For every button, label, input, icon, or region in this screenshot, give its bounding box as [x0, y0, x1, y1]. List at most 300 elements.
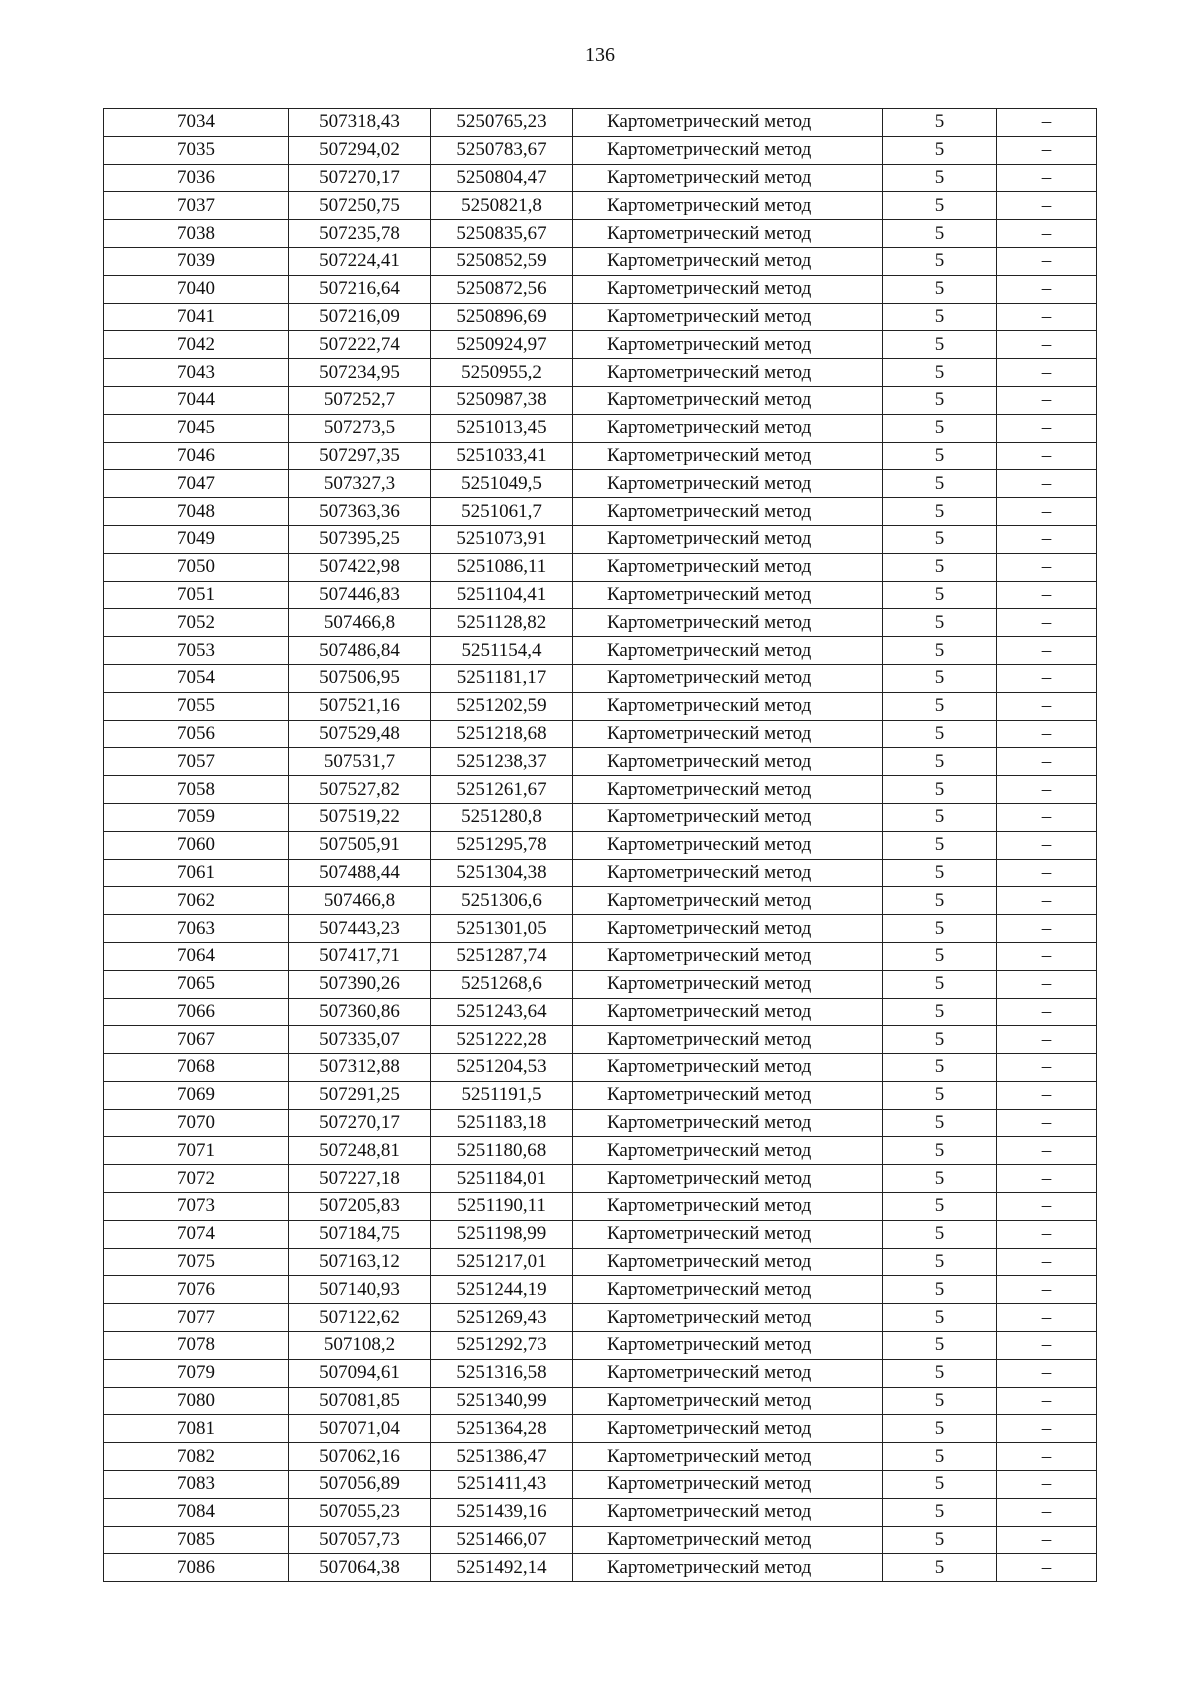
y-coordinate-cell: 5251386,47	[431, 1443, 573, 1471]
x-coordinate-cell: 507216,09	[289, 303, 431, 331]
table-row	[104, 887, 1097, 915]
note-cell: –	[997, 1359, 1097, 1387]
note-cell: –	[997, 1526, 1097, 1554]
note-cell: –	[997, 1554, 1097, 1582]
table-row	[104, 692, 1097, 720]
method-cell: Картометрический метод	[573, 859, 883, 887]
note-cell: –	[997, 1248, 1097, 1276]
note-cell: –	[997, 192, 1097, 220]
x-coordinate-cell: 507205,83	[289, 1193, 431, 1221]
point-number-cell: 7079	[104, 1359, 289, 1387]
table-row	[104, 637, 1097, 665]
table-row	[104, 1443, 1097, 1471]
y-coordinate-cell: 5251061,7	[431, 498, 573, 526]
accuracy-cell: 5	[883, 1387, 997, 1415]
point-number-cell: 7039	[104, 247, 289, 275]
y-coordinate-cell: 5251183,18	[431, 1109, 573, 1137]
point-number-cell: 7065	[104, 970, 289, 998]
point-number-cell: 7050	[104, 553, 289, 581]
note-cell: –	[997, 1137, 1097, 1165]
table-row	[104, 1109, 1097, 1137]
note-cell: –	[997, 1193, 1097, 1221]
x-coordinate-cell: 507056,89	[289, 1471, 431, 1499]
point-number-cell: 7086	[104, 1554, 289, 1582]
x-coordinate-cell: 507291,25	[289, 1081, 431, 1109]
table-row	[104, 859, 1097, 887]
accuracy-cell: 5	[883, 1526, 997, 1554]
accuracy-cell: 5	[883, 442, 997, 470]
accuracy-cell: 5	[883, 776, 997, 804]
point-number-cell: 7048	[104, 498, 289, 526]
x-coordinate-cell: 507250,75	[289, 192, 431, 220]
x-coordinate-cell: 507488,44	[289, 859, 431, 887]
x-coordinate-cell: 507081,85	[289, 1387, 431, 1415]
accuracy-cell: 5	[883, 498, 997, 526]
accuracy-cell: 5	[883, 1137, 997, 1165]
point-number-cell: 7061	[104, 859, 289, 887]
x-coordinate-cell: 507273,5	[289, 414, 431, 442]
method-cell: Картометрический метод	[573, 1026, 883, 1054]
note-cell: –	[997, 1276, 1097, 1304]
y-coordinate-cell: 5251033,41	[431, 442, 573, 470]
point-number-cell: 7085	[104, 1526, 289, 1554]
note-cell: –	[997, 136, 1097, 164]
coordinates-table	[103, 108, 1097, 1582]
table-row	[104, 609, 1097, 637]
x-coordinate-cell: 507521,16	[289, 692, 431, 720]
method-cell: Картометрический метод	[573, 1387, 883, 1415]
y-coordinate-cell: 5251243,64	[431, 998, 573, 1026]
method-cell: Картометрический метод	[573, 247, 883, 275]
x-coordinate-cell: 507312,88	[289, 1054, 431, 1082]
note-cell: –	[997, 1081, 1097, 1109]
y-coordinate-cell: 5250852,59	[431, 247, 573, 275]
method-cell: Картометрический метод	[573, 609, 883, 637]
method-cell: Картометрический метод	[573, 1193, 883, 1221]
table-row	[104, 1387, 1097, 1415]
method-cell: Картометрический метод	[573, 1276, 883, 1304]
x-coordinate-cell: 507335,07	[289, 1026, 431, 1054]
method-cell: Картометрический метод	[573, 1471, 883, 1499]
x-coordinate-cell: 507270,17	[289, 1109, 431, 1137]
note-cell: –	[997, 164, 1097, 192]
point-number-cell: 7055	[104, 692, 289, 720]
point-number-cell: 7038	[104, 220, 289, 248]
note-cell: –	[997, 220, 1097, 248]
method-cell: Картометрический метод	[573, 220, 883, 248]
method-cell: Картометрический метод	[573, 1248, 883, 1276]
accuracy-cell: 5	[883, 998, 997, 1026]
table-row	[104, 915, 1097, 943]
x-coordinate-cell: 507417,71	[289, 942, 431, 970]
table-row	[104, 581, 1097, 609]
note-cell: –	[997, 692, 1097, 720]
note-cell: –	[997, 581, 1097, 609]
note-cell: –	[997, 553, 1097, 581]
note-cell: –	[997, 359, 1097, 387]
x-coordinate-cell: 507055,23	[289, 1498, 431, 1526]
y-coordinate-cell: 5250821,8	[431, 192, 573, 220]
point-number-cell: 7056	[104, 720, 289, 748]
y-coordinate-cell: 5251013,45	[431, 414, 573, 442]
y-coordinate-cell: 5250872,56	[431, 275, 573, 303]
y-coordinate-cell: 5251287,74	[431, 942, 573, 970]
accuracy-cell: 5	[883, 359, 997, 387]
point-number-cell: 7071	[104, 1137, 289, 1165]
note-cell: –	[997, 442, 1097, 470]
point-number-cell: 7080	[104, 1387, 289, 1415]
point-number-cell: 7063	[104, 915, 289, 943]
table-row	[104, 664, 1097, 692]
accuracy-cell: 5	[883, 386, 997, 414]
note-cell: –	[997, 1415, 1097, 1443]
method-cell: Картометрический метод	[573, 970, 883, 998]
y-coordinate-cell: 5251411,43	[431, 1471, 573, 1499]
x-coordinate-cell: 507443,23	[289, 915, 431, 943]
accuracy-cell: 5	[883, 525, 997, 553]
x-coordinate-cell: 507531,7	[289, 748, 431, 776]
point-number-cell: 7069	[104, 1081, 289, 1109]
method-cell: Картометрический метод	[573, 470, 883, 498]
point-number-cell: 7073	[104, 1193, 289, 1221]
method-cell: Картометрический метод	[573, 192, 883, 220]
x-coordinate-cell: 507486,84	[289, 637, 431, 665]
y-coordinate-cell: 5251269,43	[431, 1304, 573, 1332]
accuracy-cell: 5	[883, 1471, 997, 1499]
method-cell: Картометрический метод	[573, 525, 883, 553]
y-coordinate-cell: 5251306,6	[431, 887, 573, 915]
table-row	[104, 1220, 1097, 1248]
table-row	[104, 998, 1097, 1026]
point-number-cell: 7051	[104, 581, 289, 609]
point-number-cell: 7084	[104, 1498, 289, 1526]
y-coordinate-cell: 5251191,5	[431, 1081, 573, 1109]
y-coordinate-cell: 5251261,67	[431, 776, 573, 804]
accuracy-cell: 5	[883, 803, 997, 831]
table-row	[104, 1248, 1097, 1276]
table-row	[104, 1054, 1097, 1082]
point-number-cell: 7041	[104, 303, 289, 331]
accuracy-cell: 5	[883, 831, 997, 859]
table-row	[104, 414, 1097, 442]
accuracy-cell: 5	[883, 192, 997, 220]
accuracy-cell: 5	[883, 915, 997, 943]
x-coordinate-cell: 507318,43	[289, 109, 431, 137]
y-coordinate-cell: 5251184,01	[431, 1165, 573, 1193]
y-coordinate-cell: 5251439,16	[431, 1498, 573, 1526]
table-row	[104, 1471, 1097, 1499]
point-number-cell: 7036	[104, 164, 289, 192]
accuracy-cell: 5	[883, 1081, 997, 1109]
accuracy-cell: 5	[883, 109, 997, 137]
x-coordinate-cell: 507235,78	[289, 220, 431, 248]
x-coordinate-cell: 507057,73	[289, 1526, 431, 1554]
method-cell: Картометрический метод	[573, 776, 883, 804]
note-cell: –	[997, 664, 1097, 692]
note-cell: –	[997, 803, 1097, 831]
y-coordinate-cell: 5250783,67	[431, 136, 573, 164]
note-cell: –	[997, 414, 1097, 442]
x-coordinate-cell: 507519,22	[289, 803, 431, 831]
accuracy-cell: 5	[883, 414, 997, 442]
point-number-cell: 7052	[104, 609, 289, 637]
note-cell: –	[997, 1498, 1097, 1526]
point-number-cell: 7046	[104, 442, 289, 470]
method-cell: Картометрический метод	[573, 831, 883, 859]
note-cell: –	[997, 887, 1097, 915]
x-coordinate-cell: 507227,18	[289, 1165, 431, 1193]
y-coordinate-cell: 5251466,07	[431, 1526, 573, 1554]
method-cell: Картометрический метод	[573, 498, 883, 526]
table-row	[104, 553, 1097, 581]
table-row	[104, 525, 1097, 553]
accuracy-cell: 5	[883, 1415, 997, 1443]
point-number-cell: 7059	[104, 803, 289, 831]
method-cell: Картометрический метод	[573, 109, 883, 137]
note-cell: –	[997, 970, 1097, 998]
y-coordinate-cell: 5251316,58	[431, 1359, 573, 1387]
y-coordinate-cell: 5250835,67	[431, 220, 573, 248]
method-cell: Картометрический метод	[573, 1554, 883, 1582]
accuracy-cell: 5	[883, 748, 997, 776]
accuracy-cell: 5	[883, 970, 997, 998]
y-coordinate-cell: 5250804,47	[431, 164, 573, 192]
point-number-cell: 7057	[104, 748, 289, 776]
x-coordinate-cell: 507395,25	[289, 525, 431, 553]
table-row	[104, 442, 1097, 470]
x-coordinate-cell: 507327,3	[289, 470, 431, 498]
table-row	[104, 1415, 1097, 1443]
point-number-cell: 7037	[104, 192, 289, 220]
note-cell: –	[997, 1054, 1097, 1082]
x-coordinate-cell: 507122,62	[289, 1304, 431, 1332]
note-cell: –	[997, 303, 1097, 331]
table-row	[104, 1498, 1097, 1526]
note-cell: –	[997, 1109, 1097, 1137]
accuracy-cell: 5	[883, 331, 997, 359]
accuracy-cell: 5	[883, 1304, 997, 1332]
point-number-cell: 7066	[104, 998, 289, 1026]
y-coordinate-cell: 5251217,01	[431, 1248, 573, 1276]
y-coordinate-cell: 5251198,99	[431, 1220, 573, 1248]
x-coordinate-cell: 507094,61	[289, 1359, 431, 1387]
point-number-cell: 7072	[104, 1165, 289, 1193]
method-cell: Картометрический метод	[573, 887, 883, 915]
note-cell: –	[997, 247, 1097, 275]
method-cell: Картометрический метод	[573, 803, 883, 831]
method-cell: Картометрический метод	[573, 386, 883, 414]
accuracy-cell: 5	[883, 136, 997, 164]
point-number-cell: 7074	[104, 1220, 289, 1248]
x-coordinate-cell: 507529,48	[289, 720, 431, 748]
table-row	[104, 192, 1097, 220]
x-coordinate-cell: 507506,95	[289, 664, 431, 692]
y-coordinate-cell: 5250955,2	[431, 359, 573, 387]
table-row	[104, 109, 1097, 137]
table-row	[104, 247, 1097, 275]
note-cell: –	[997, 998, 1097, 1026]
y-coordinate-cell: 5251238,37	[431, 748, 573, 776]
y-coordinate-cell: 5251202,59	[431, 692, 573, 720]
accuracy-cell: 5	[883, 720, 997, 748]
method-cell: Картометрический метод	[573, 915, 883, 943]
y-coordinate-cell: 5251218,68	[431, 720, 573, 748]
accuracy-cell: 5	[883, 164, 997, 192]
note-cell: –	[997, 1443, 1097, 1471]
table-row	[104, 136, 1097, 164]
coordinates-table-body	[104, 109, 1097, 1582]
table-row	[104, 164, 1097, 192]
x-coordinate-cell: 507216,64	[289, 275, 431, 303]
method-cell: Картометрический метод	[573, 136, 883, 164]
method-cell: Картометрический метод	[573, 581, 883, 609]
accuracy-cell: 5	[883, 1109, 997, 1137]
y-coordinate-cell: 5250924,97	[431, 331, 573, 359]
y-coordinate-cell: 5250896,69	[431, 303, 573, 331]
table-row	[104, 275, 1097, 303]
method-cell: Картометрический метод	[573, 1220, 883, 1248]
y-coordinate-cell: 5251049,5	[431, 470, 573, 498]
y-coordinate-cell: 5251190,11	[431, 1193, 573, 1221]
method-cell: Картометрический метод	[573, 164, 883, 192]
y-coordinate-cell: 5251295,78	[431, 831, 573, 859]
note-cell: –	[997, 331, 1097, 359]
point-number-cell: 7077	[104, 1304, 289, 1332]
method-cell: Картометрический метод	[573, 331, 883, 359]
y-coordinate-cell: 5251292,73	[431, 1332, 573, 1360]
method-cell: Картометрический метод	[573, 414, 883, 442]
y-coordinate-cell: 5251181,17	[431, 664, 573, 692]
x-coordinate-cell: 507064,38	[289, 1554, 431, 1582]
x-coordinate-cell: 507062,16	[289, 1443, 431, 1471]
accuracy-cell: 5	[883, 1054, 997, 1082]
accuracy-cell: 5	[883, 609, 997, 637]
y-coordinate-cell: 5251268,6	[431, 970, 573, 998]
accuracy-cell: 5	[883, 1165, 997, 1193]
method-cell: Картометрический метод	[573, 553, 883, 581]
method-cell: Картометрический метод	[573, 942, 883, 970]
y-coordinate-cell: 5251222,28	[431, 1026, 573, 1054]
x-coordinate-cell: 507071,04	[289, 1415, 431, 1443]
x-coordinate-cell: 507222,74	[289, 331, 431, 359]
table-row	[104, 1193, 1097, 1221]
accuracy-cell: 5	[883, 664, 997, 692]
note-cell: –	[997, 637, 1097, 665]
method-cell: Картометрический метод	[573, 303, 883, 331]
method-cell: Картометрический метод	[573, 1081, 883, 1109]
x-coordinate-cell: 507248,81	[289, 1137, 431, 1165]
table-row	[104, 1304, 1097, 1332]
method-cell: Картометрический метод	[573, 442, 883, 470]
x-coordinate-cell: 507184,75	[289, 1220, 431, 1248]
point-number-cell: 7082	[104, 1443, 289, 1471]
point-number-cell: 7075	[104, 1248, 289, 1276]
accuracy-cell: 5	[883, 1498, 997, 1526]
point-number-cell: 7034	[104, 109, 289, 137]
note-cell: –	[997, 470, 1097, 498]
table-row	[104, 1026, 1097, 1054]
x-coordinate-cell: 507270,17	[289, 164, 431, 192]
table-row	[104, 386, 1097, 414]
y-coordinate-cell: 5251364,28	[431, 1415, 573, 1443]
table-row	[104, 1276, 1097, 1304]
method-cell: Картометрический метод	[573, 1109, 883, 1137]
table-row	[104, 220, 1097, 248]
point-number-cell: 7042	[104, 331, 289, 359]
table-row	[104, 1081, 1097, 1109]
method-cell: Картометрический метод	[573, 1443, 883, 1471]
method-cell: Картометрический метод	[573, 692, 883, 720]
accuracy-cell: 5	[883, 581, 997, 609]
accuracy-cell: 5	[883, 1276, 997, 1304]
point-number-cell: 7040	[104, 275, 289, 303]
method-cell: Картометрический метод	[573, 998, 883, 1026]
point-number-cell: 7067	[104, 1026, 289, 1054]
point-number-cell: 7060	[104, 831, 289, 859]
note-cell: –	[997, 1332, 1097, 1360]
y-coordinate-cell: 5251301,05	[431, 915, 573, 943]
y-coordinate-cell: 5251128,82	[431, 609, 573, 637]
point-number-cell: 7047	[104, 470, 289, 498]
accuracy-cell: 5	[883, 1026, 997, 1054]
point-number-cell: 7076	[104, 1276, 289, 1304]
point-number-cell: 7081	[104, 1415, 289, 1443]
accuracy-cell: 5	[883, 692, 997, 720]
x-coordinate-cell: 507446,83	[289, 581, 431, 609]
x-coordinate-cell: 507297,35	[289, 442, 431, 470]
accuracy-cell: 5	[883, 1332, 997, 1360]
accuracy-cell: 5	[883, 637, 997, 665]
x-coordinate-cell: 507466,8	[289, 887, 431, 915]
point-number-cell: 7035	[104, 136, 289, 164]
table-row	[104, 498, 1097, 526]
note-cell: –	[997, 859, 1097, 887]
table-row	[104, 1332, 1097, 1360]
accuracy-cell: 5	[883, 247, 997, 275]
y-coordinate-cell: 5250765,23	[431, 109, 573, 137]
table-row	[104, 720, 1097, 748]
y-coordinate-cell: 5251492,14	[431, 1554, 573, 1582]
note-cell: –	[997, 109, 1097, 137]
note-cell: –	[997, 831, 1097, 859]
note-cell: –	[997, 748, 1097, 776]
point-number-cell: 7064	[104, 942, 289, 970]
table-row	[104, 831, 1097, 859]
accuracy-cell: 5	[883, 303, 997, 331]
note-cell: –	[997, 942, 1097, 970]
table-row	[104, 1137, 1097, 1165]
y-coordinate-cell: 5250987,38	[431, 386, 573, 414]
accuracy-cell: 5	[883, 553, 997, 581]
table-row	[104, 1165, 1097, 1193]
y-coordinate-cell: 5251180,68	[431, 1137, 573, 1165]
note-cell: –	[997, 1304, 1097, 1332]
x-coordinate-cell: 507294,02	[289, 136, 431, 164]
table-row	[104, 359, 1097, 387]
point-number-cell: 7044	[104, 386, 289, 414]
x-coordinate-cell: 507252,7	[289, 386, 431, 414]
method-cell: Картометрический метод	[573, 1526, 883, 1554]
table-row	[104, 1359, 1097, 1387]
y-coordinate-cell: 5251340,99	[431, 1387, 573, 1415]
table-row	[104, 970, 1097, 998]
table-row	[104, 331, 1097, 359]
accuracy-cell: 5	[883, 1359, 997, 1387]
table-row	[104, 1554, 1097, 1582]
note-cell: –	[997, 1165, 1097, 1193]
accuracy-cell: 5	[883, 275, 997, 303]
note-cell: –	[997, 525, 1097, 553]
